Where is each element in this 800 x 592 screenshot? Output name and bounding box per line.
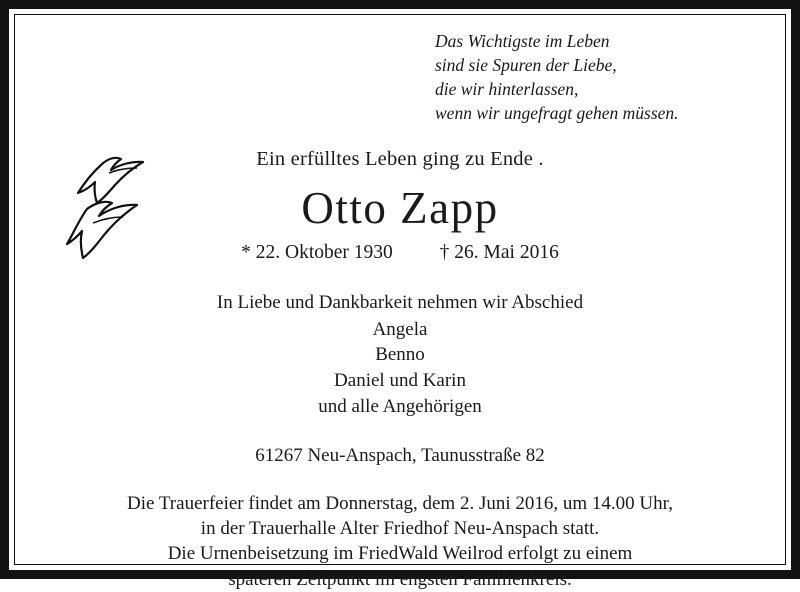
birth-date: * 22. Oktober 1930 [241, 242, 393, 264]
ceremony-line: Die Urnenbeisetzung im FriedWald Weilrod erfolgt zu einem [167, 543, 633, 565]
quote-line-3: die wir hinterlassen, [435, 78, 579, 99]
mourning-intro: In Liebe und Dankbarkeit nehmen wir Abschied [216, 292, 584, 314]
quote-line-2: sind sie Spuren der Liebe, [435, 54, 617, 75]
notice-content [9, 9, 791, 590]
mourners-block [35, 290, 765, 419]
ceremony-line: späteren Zeitpunkt im engsten Familienkreis. [228, 568, 572, 590]
ceremony-line: in der Trauerhalle Alter Friedhof Neu-Anspach statt. [200, 518, 600, 540]
quote-line-1: Das Wichtigste im Leben [435, 31, 610, 51]
lead-line: Ein erfülltes Leben ging zu Ende . [256, 147, 544, 170]
epitaph-quote [35, 30, 747, 126]
ceremony-details [35, 491, 765, 591]
quote-line-4: wenn wir ungefragt gehen müssen. [435, 102, 679, 123]
mourner-name: und alle Angehörigen [318, 395, 482, 417]
family-address: 61267 Neu-Anspach, Taunusstraße 82 [255, 445, 545, 467]
deceased-name: Otto Zapp [301, 182, 499, 233]
death-date: † 26. Mai 2016 [439, 242, 559, 264]
flying-doves-icon [57, 137, 187, 282]
mourner-name: Daniel und Karin [334, 370, 466, 392]
ceremony-line: Die Trauerfeier findet am Donnerstag, dem 2. Juni 2016, um 14.00 Uhr, [127, 493, 673, 515]
mourner-name: Benno [375, 344, 425, 366]
mourner-name: Angela [372, 318, 428, 340]
